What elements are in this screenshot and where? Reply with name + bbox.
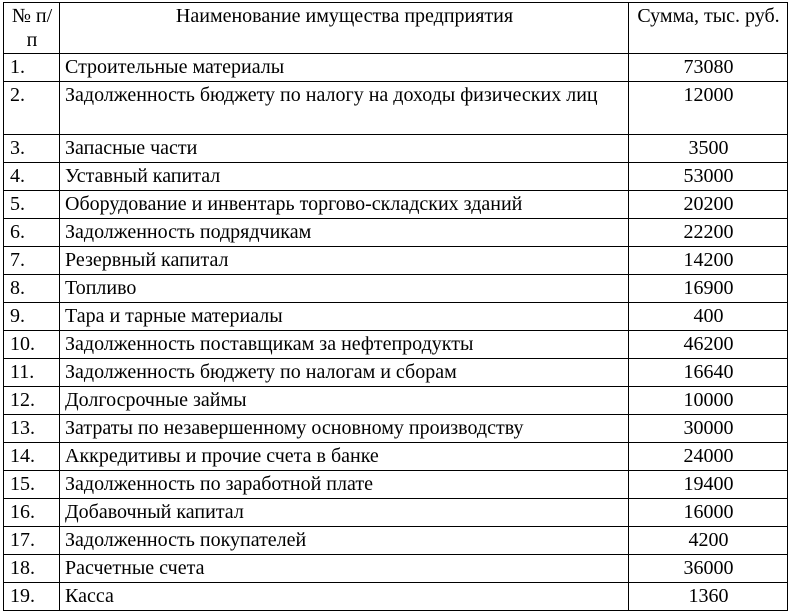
row-number: 9. [4,303,60,331]
table-row [4,359,788,387]
row-name: Касса [60,583,629,611]
table-row [4,163,788,191]
row-name: Задолженность бюджету по налогам и сборам [60,359,629,387]
table-row [4,415,788,443]
row-number: 17. [4,527,60,555]
row-name: Топливо [60,275,629,303]
table-row [4,443,788,471]
row-number: 1. [4,54,60,82]
table-row [4,527,788,555]
row-name: Задолженность бюджету по налогу на доходы физических лиц [60,82,629,135]
row-sum: 30000 [629,415,788,443]
row-sum: 14200 [629,247,788,275]
row-name: Добавочный капитал [60,499,629,527]
property-table [3,2,788,611]
row-number: 18. [4,555,60,583]
row-name: Задолженность по заработной плате [60,471,629,499]
table-row [4,331,788,359]
row-sum: 19400 [629,471,788,499]
row-name: Задолженность подрядчикам [60,219,629,247]
row-sum: 73080 [629,54,788,82]
table-row [4,54,788,82]
row-sum: 16000 [629,499,788,527]
row-number: 13. [4,415,60,443]
row-sum: 400 [629,303,788,331]
row-name: Строительные материалы [60,54,629,82]
row-name: Задолженность поставщикам за нефтепродукты [60,331,629,359]
table-row [4,247,788,275]
row-name: Расчетные счета [60,555,629,583]
row-number: 3. [4,135,60,163]
row-sum: 12000 [629,82,788,135]
header-name: Наименование имущества предприятия [60,3,629,54]
row-name: Затраты по незавершенному основному производству [60,415,629,443]
row-sum: 1360 [629,583,788,611]
row-number: 7. [4,247,60,275]
table-row [4,303,788,331]
row-name: Запасные части [60,135,629,163]
row-number: 11. [4,359,60,387]
row-number: 14. [4,443,60,471]
table-header [4,3,788,54]
table-row [4,191,788,219]
row-number: 19. [4,583,60,611]
row-name: Резервный капитал [60,247,629,275]
table-row [4,275,788,303]
row-number: 16. [4,499,60,527]
header-num: № п/п [4,3,60,54]
row-number: 8. [4,275,60,303]
header-row [4,3,788,54]
row-sum: 4200 [629,527,788,555]
row-sum: 53000 [629,163,788,191]
table-row [4,555,788,583]
row-name: Задолженность покупателей [60,527,629,555]
row-sum: 10000 [629,387,788,415]
table-row [4,583,788,611]
row-sum: 46200 [629,331,788,359]
row-number: 6. [4,219,60,247]
row-name: Долгосрочные займы [60,387,629,415]
row-number: 15. [4,471,60,499]
row-sum: 22200 [629,219,788,247]
header-sum: Сумма, тыс. руб. [629,3,788,54]
table-row [4,471,788,499]
row-name: Уставный капитал [60,163,629,191]
table-row [4,499,788,527]
row-number: 10. [4,331,60,359]
table-row [4,135,788,163]
row-sum: 20200 [629,191,788,219]
table-row [4,387,788,415]
row-number: 12. [4,387,60,415]
table-row [4,82,788,135]
row-sum: 3500 [629,135,788,163]
row-sum: 16640 [629,359,788,387]
table-row [4,219,788,247]
row-sum: 24000 [629,443,788,471]
row-sum: 16900 [629,275,788,303]
row-name: Аккредитивы и прочие счета в банке [60,443,629,471]
row-name: Оборудование и инвентарь торгово-складских зданий [60,191,629,219]
document-page [3,2,788,611]
row-name: Тара и тарные материалы [60,303,629,331]
row-sum: 36000 [629,555,788,583]
row-number: 2. [4,82,60,135]
row-number: 4. [4,163,60,191]
table-body [4,54,788,611]
row-number: 5. [4,191,60,219]
